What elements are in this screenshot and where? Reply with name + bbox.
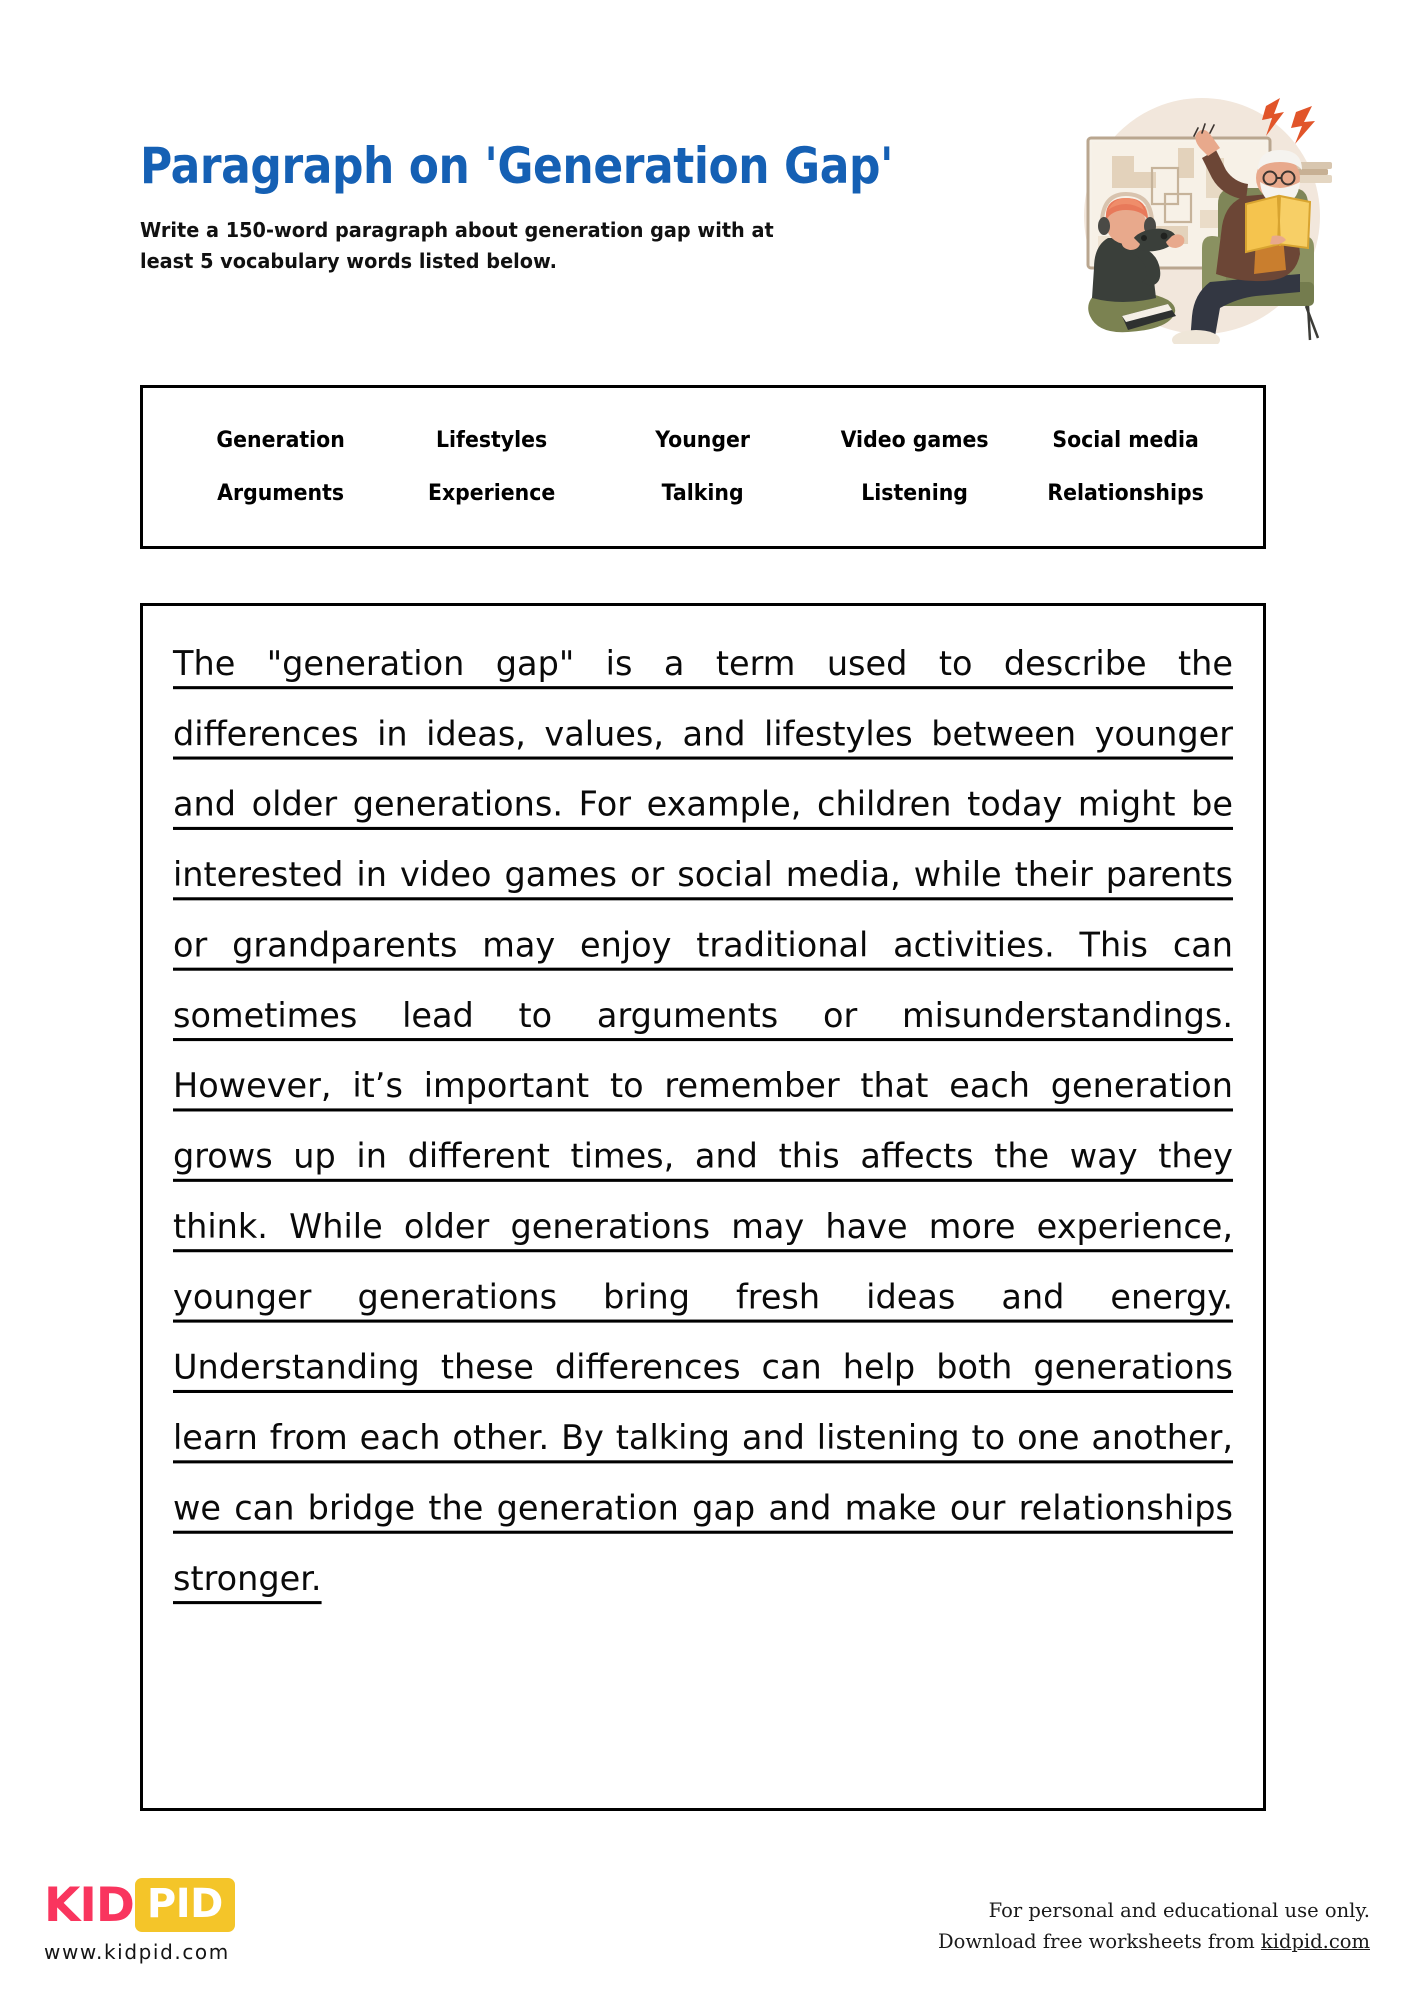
vocabulary-row: [143, 428, 1263, 453]
footer-notice-prefix: Download free worksheets from: [937, 1930, 1261, 1954]
vocabulary-word: Experience: [428, 481, 556, 506]
page-footer: [0, 1850, 1414, 2000]
instructions-text: Write a 150-word paragraph about generation gap with at least 5 vocabulary words listed below.: [140, 217, 774, 274]
vocabulary-word: Listening: [860, 481, 968, 506]
footer-usage-notice: [938, 1895, 1370, 1958]
logo-website-url: www.kidpid.com: [44, 1940, 230, 1964]
generation-gap-illustration: [1060, 86, 1332, 344]
footer-notice-line-1: For personal and educational use only.: [988, 1898, 1370, 1922]
vocabulary-word: Arguments: [217, 481, 345, 506]
vocabulary-word: Video games: [840, 428, 989, 453]
vocabulary-row: [143, 481, 1263, 506]
logo-pid-badge: PID: [135, 1878, 235, 1932]
answer-paragraph-text: The "generation gap" is a term used to describe the differences in ideas, values, and lifestyles between younger and older generations. For example, children today might be interested in video games or social media, while their parents or grandparents may enjoy traditional activities. This can sometimes lead to arguments or misunderstandings. However, it’s important to remember that each generation grows up in different times, and this affects the way they think. While older generations may have more experience, younger generations bring fresh ideas and energy. Understanding these differences can help both generations learn from each other. By talking and listening to one another, we can bridge the generation gap and make our relationships stronger.: [173, 643, 1233, 1599]
footer-notice-line-2: [938, 1926, 1370, 1958]
vocabulary-word: Lifestyles: [436, 428, 548, 453]
worksheet-header: [140, 137, 1000, 278]
vocabulary-word: Talking: [662, 481, 744, 506]
vocabulary-word: Relationships: [1047, 481, 1204, 506]
logo-mark: [44, 1878, 374, 1932]
vocabulary-word: Generation: [216, 428, 345, 453]
kidpid-logo: [44, 1878, 374, 1964]
vocabulary-word: Social media: [1052, 428, 1199, 453]
logo-kid-text: KID: [44, 1877, 134, 1933]
vocabulary-word: Younger: [655, 428, 751, 453]
kidpid-link[interactable]: kidpid.com: [1260, 1930, 1370, 1954]
answer-writing-box[interactable]: [140, 603, 1266, 1811]
page-title: Paragraph on 'Generation Gap': [140, 137, 894, 195]
vocabulary-word-bank: [140, 385, 1266, 549]
